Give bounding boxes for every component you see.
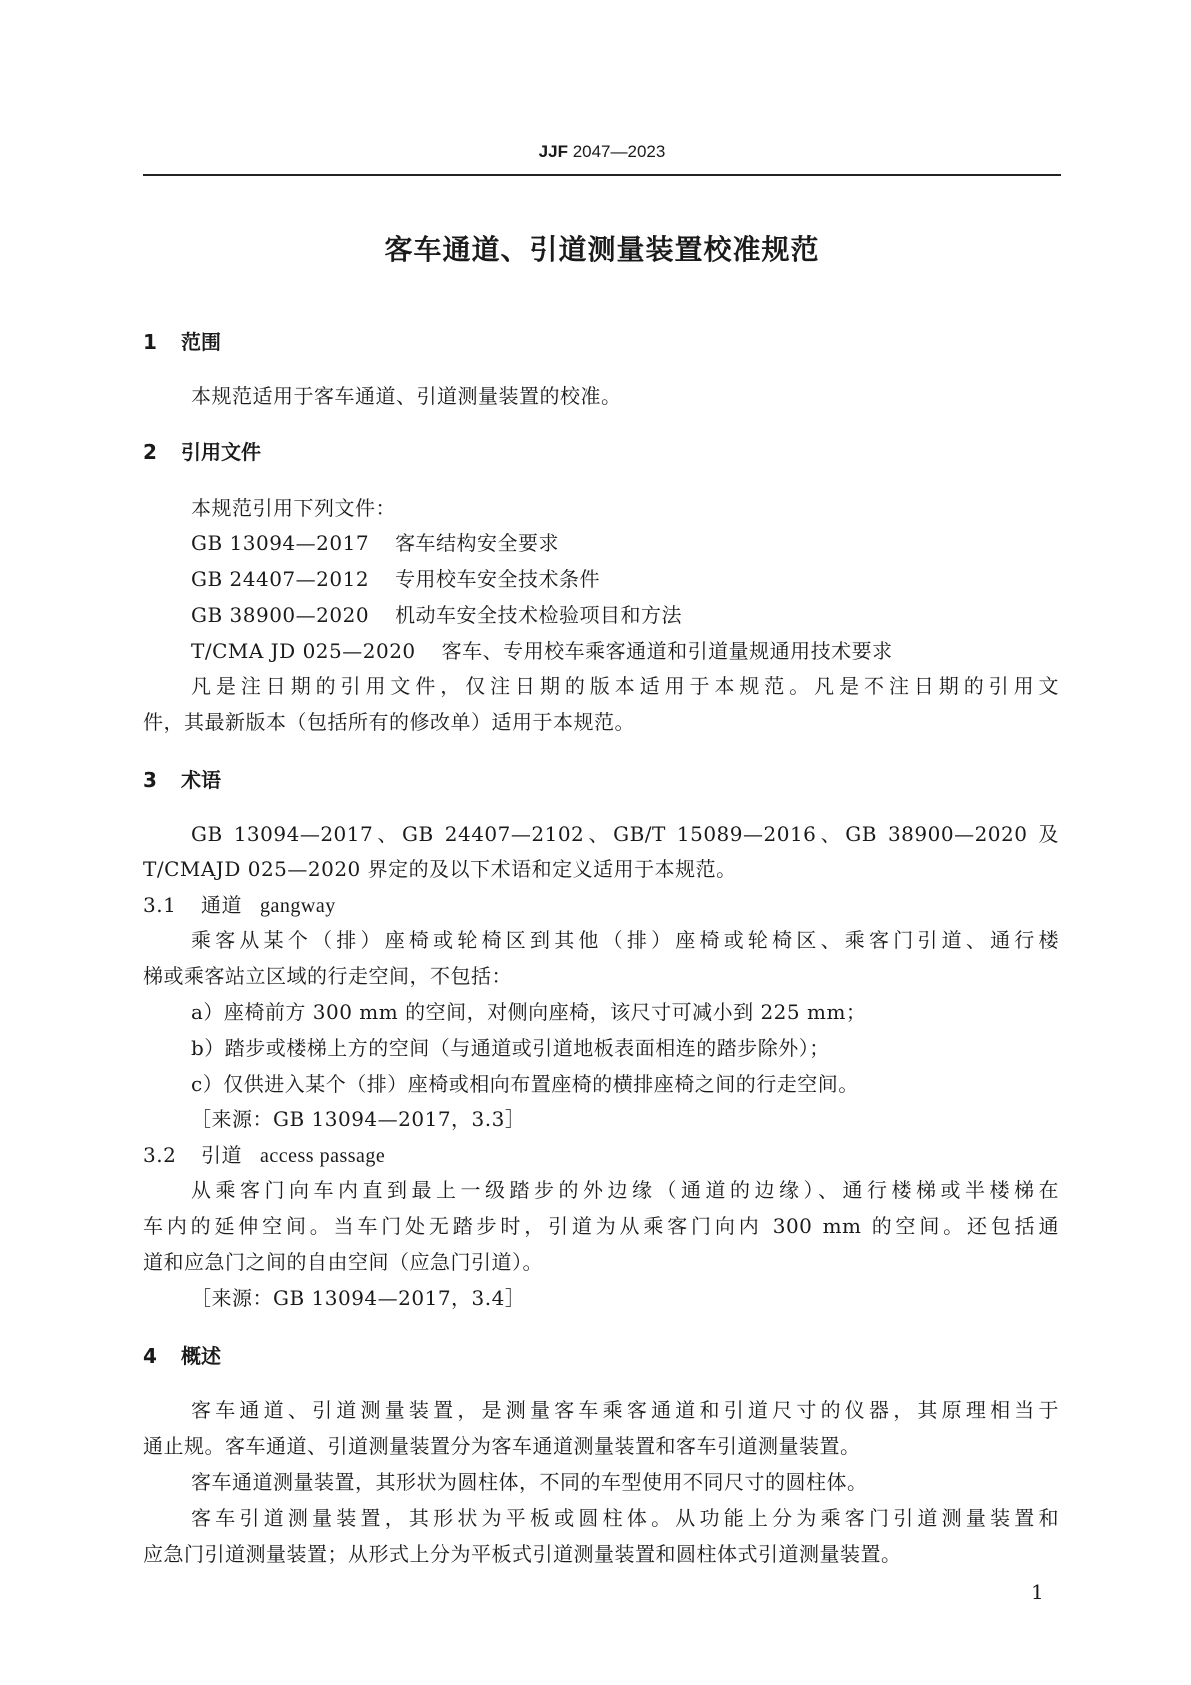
section-number: 1 — [143, 330, 157, 354]
section-title: 范围 — [181, 330, 221, 354]
term-english: access passage — [260, 1145, 386, 1167]
exclusion-item: c）仅供进入某个（排）座椅或相向布置座椅的横排座椅之间的行走空间。 — [191, 1072, 859, 1096]
reference-name: 机动车安全技术检验项目和方法 — [395, 603, 683, 627]
reference-name: 客车结构安全要求 — [395, 531, 560, 555]
term-heading — [143, 1139, 385, 1168]
reference-item — [191, 635, 893, 664]
term-chinese: 通道 — [201, 893, 242, 917]
section-number: 4 — [143, 1344, 157, 1368]
term-chinese: 引道 — [201, 1143, 242, 1167]
reference-item — [191, 563, 600, 592]
section-title: 引用文件 — [181, 440, 261, 464]
section-3-heading — [143, 764, 221, 793]
reference-code: T/CMA JD 025—2020 — [191, 639, 416, 663]
term-number: 3.1 — [143, 893, 177, 917]
standard-prefix: JJF — [538, 142, 568, 161]
section-title: 概述 — [181, 1344, 221, 1368]
document-title: 客车通道、引道测量装置校准规范 — [384, 233, 820, 266]
reference-code: GB 24407—2012 — [191, 567, 370, 591]
references-note-line: 件，其最新版本（包括所有的修改单）适用于本规范。 — [143, 710, 635, 734]
terms-intro-line: GB 13094—2017、GB 24407—2102、GB/T 15089—2016、GB 38900—2020 及 — [191, 822, 1059, 846]
reference-item — [191, 599, 682, 628]
page-number: 1 — [1031, 1580, 1044, 1604]
references-intro: 本规范引用下列文件： — [191, 496, 396, 520]
term-source: ［来源：GB 13094—2017，3.4］ — [191, 1286, 526, 1310]
reference-name: 专用校车安全技术条件 — [395, 567, 601, 591]
terms-intro-line: T/CMAJD 025—2020 界定的及以下术语和定义适用于本规范。 — [143, 857, 737, 881]
term-definition-line: 梯或乘客站立区域的行走空间，不包括： — [143, 964, 512, 988]
header-rule — [143, 174, 1061, 176]
reference-name: 客车、专用校车乘客通道和引道量规通用技术要求 — [441, 639, 893, 663]
section-2-heading — [143, 436, 261, 465]
section-title: 术语 — [181, 768, 221, 792]
section-number: 3 — [143, 768, 157, 792]
term-definition-line: 道和应急门之间的自由空间（应急门引道）。 — [143, 1250, 543, 1274]
overview-line: 客车引道测量装置，其形状为平板或圆柱体。从功能上分为乘客门引道测量装置和 — [191, 1506, 1059, 1530]
section-4-heading — [143, 1340, 221, 1369]
term-definition-line: 乘客从某个（排）座椅或轮椅区到其他（排）座椅或轮椅区、乘客门引道、通行楼 — [191, 928, 1059, 952]
references-note-line: 凡是注日期的引用文件，仅注日期的版本适用于本规范。凡是不注日期的引用文 — [191, 674, 1059, 698]
section-1-text: 本规范适用于客车通道、引道测量装置的校准。 — [191, 384, 622, 408]
reference-item — [191, 527, 559, 556]
overview-line: 客车通道测量装置，其形状为圆柱体，不同的车型使用不同尺寸的圆柱体。 — [191, 1470, 868, 1494]
section-number: 2 — [143, 440, 157, 464]
overview-line: 通止规。客车通道、引道测量装置分为客车通道测量装置和客车引道测量装置。 — [143, 1434, 861, 1458]
standard-number: 2047—2023 — [572, 142, 666, 161]
term-definition-line: 车内的延伸空间。当车门处无踏步时，引道为从乘客门向内 300 mm 的空间。还包括通 — [143, 1214, 1059, 1238]
reference-code: GB 38900—2020 — [191, 603, 370, 627]
term-source: ［来源：GB 13094—2017，3.3］ — [191, 1107, 526, 1131]
exclusion-item: b）踏步或楼梯上方的空间（与通道或引道地板表面相连的踏步除外）； — [191, 1036, 830, 1060]
reference-code: GB 13094—2017 — [191, 531, 370, 555]
term-english: gangway — [260, 895, 336, 917]
overview-line: 客车通道、引道测量装置，是测量客车乘客通道和引道尺寸的仪器，其原理相当于 — [191, 1398, 1059, 1422]
exclusion-item: a）座椅前方 300 mm 的空间，对侧向座椅，该尺寸可减小到 225 mm； — [191, 1000, 867, 1024]
section-1-heading — [143, 326, 221, 355]
term-heading — [143, 889, 336, 918]
overview-line: 应急门引道测量装置；从形式上分为平板式引道测量装置和圆柱体式引道测量装置。 — [143, 1542, 902, 1566]
term-definition-line: 从乘客门向车内直到最上一级踏步的外边缘（通道的边缘）、通行楼梯或半楼梯在 — [191, 1178, 1059, 1202]
term-number: 3.2 — [143, 1143, 177, 1167]
running-header — [143, 142, 1061, 162]
